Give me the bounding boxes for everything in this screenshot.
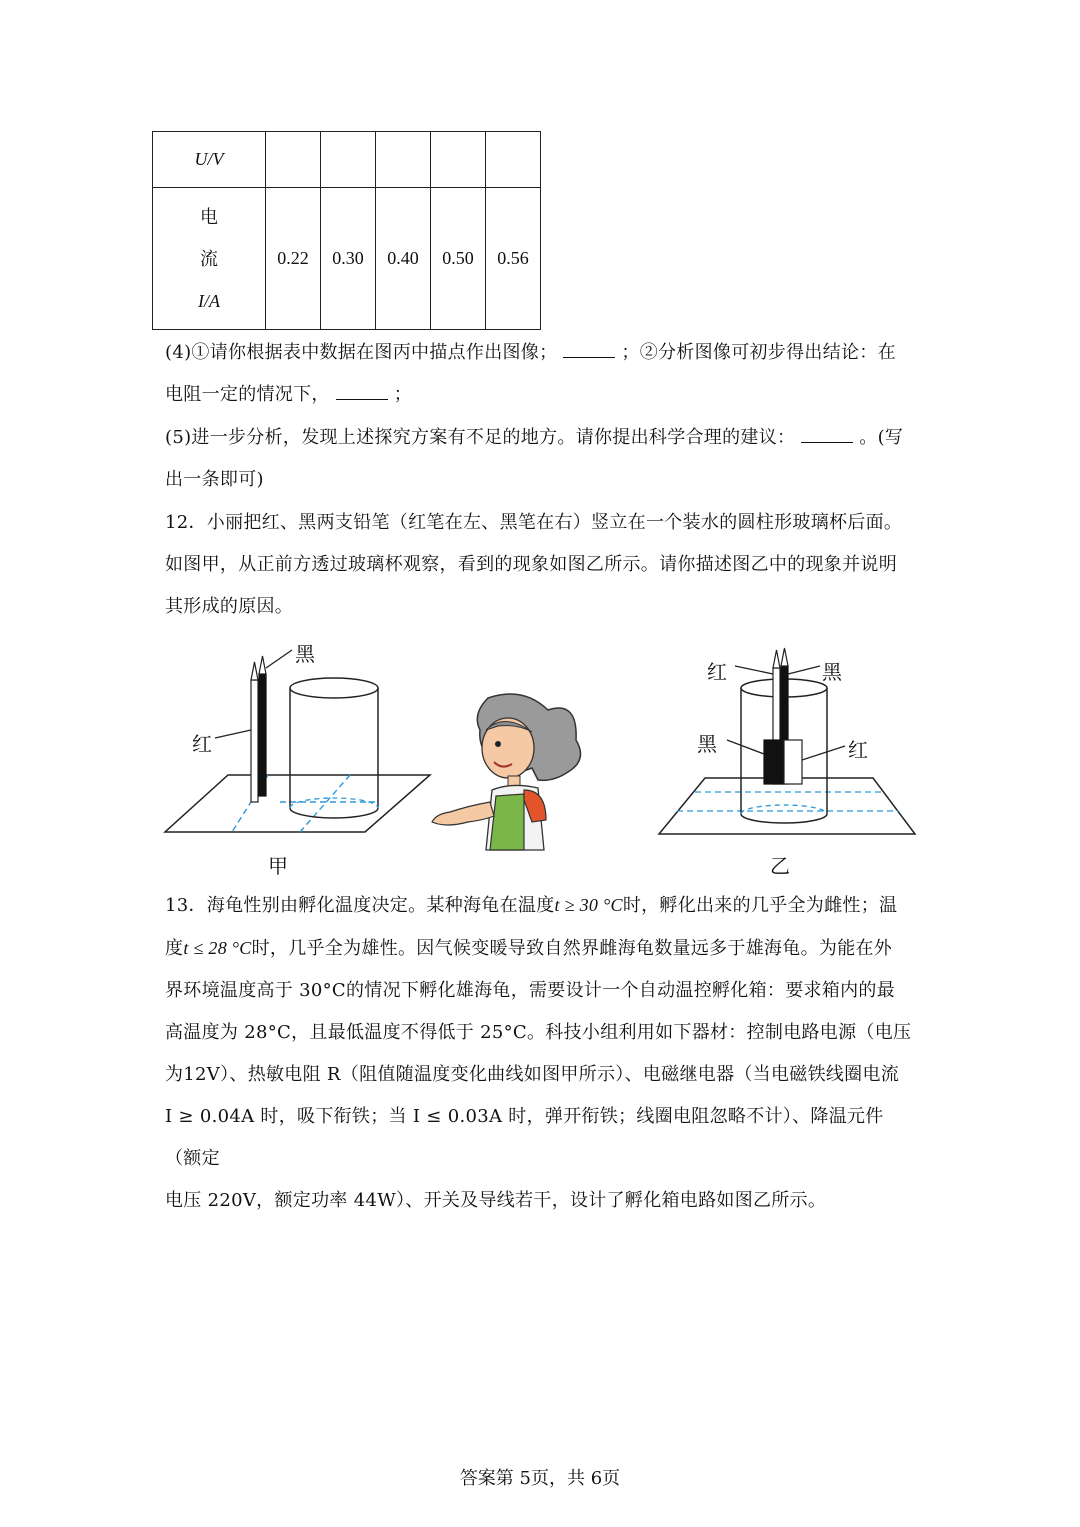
question-12 [165, 502, 920, 628]
table-cell [486, 132, 541, 188]
q12-text: 其形成的原因。 [165, 596, 294, 617]
q4-text: ；②分析图像可初步得出结论：在 [621, 342, 896, 363]
answer-blank[interactable] [801, 424, 853, 443]
q4-text: ； [393, 384, 413, 405]
q5-text: (5)进一步分析，发现上述探究方案有不足的地方。请你提出科学合理的建议： [165, 427, 796, 448]
current-unit-label: I/A [198, 290, 220, 311]
table-cell: 0.40 [376, 188, 431, 330]
table-cell [376, 132, 431, 188]
question-4 [165, 332, 920, 416]
q13-formula: t ≥ 30 °C [554, 895, 623, 915]
q5-text: 。(写 [859, 427, 904, 448]
q12-text: 12．小丽把红、黑两支铅笔（红笔在左、黑笔在右）竖立在一个装水的圆柱形玻璃杯后面。 [165, 512, 903, 533]
voltage-label: U/V [194, 149, 224, 169]
table-cell: 0.56 [486, 188, 541, 330]
table-cell: 0.50 [431, 188, 486, 330]
q13-text: 13．海龟性别由孵化温度决定。某种海龟在温度 [165, 895, 555, 916]
table-row [153, 132, 541, 188]
label-jia-red: 红 [192, 732, 212, 756]
figure-yi-label: 乙 [770, 854, 790, 878]
question-5 [165, 417, 920, 501]
q13-text: 为12V）、热敏电阻 R（阻值随温度变化曲线如图甲所示）、电磁继电器（当电磁铁线圈电流 [165, 1064, 900, 1085]
label-yi-red-mid: 红 [848, 738, 868, 762]
label-yi-black-mid: 黑 [697, 732, 717, 756]
table-cell: 0.22 [266, 188, 321, 330]
q13-text: 度 [165, 938, 184, 959]
question-13 [165, 884, 920, 1222]
q13-text: 时，几乎全为雄性。因气候变暖导致自然界雌海龟数量远多于雄海龟。为能在外 [251, 938, 893, 959]
current-label-char: 流 [200, 248, 218, 269]
q4-text: (4)①请你根据表中数据在图丙中描点作出图像； [165, 342, 558, 363]
table-cell [321, 132, 376, 188]
q13-text: 时，孵化出来的几乎全为雌性；温 [622, 895, 898, 916]
label-jia-black: 黑 [295, 642, 315, 666]
data-table [152, 131, 541, 330]
q12-text: 如图甲，从正前方透过玻璃杯观察，看到的现象如图乙所示。请你描述图乙中的现象并说明 [165, 554, 897, 575]
q13-text: 高温度为 28°C，且最低温度不得低于 25°C。科技小组利用如下器材：控制电路电源（电压 [165, 1022, 912, 1043]
q13-text: I ≥ 0.04A 时，吸下衔铁；当 I ≤ 0.03A 时，弹开衔铁；线圈电阻忽略不计）、降温元件（额定 [165, 1106, 884, 1169]
figure-jia-label: 甲 [268, 854, 288, 878]
q13-formula: t ≤ 28 °C [183, 938, 252, 958]
label-yi-black-top: 黑 [822, 660, 842, 684]
q4-text: 电阻一定的情况下， [165, 384, 330, 405]
q13-text: 界环境温度高于 30°C的情况下孵化雄海龟，需要设计一个自动温控孵化箱：要求箱内的最 [165, 980, 895, 1001]
current-label-char: 电 [200, 206, 218, 227]
table-row [153, 188, 541, 330]
girl-illustration [428, 690, 588, 865]
q5-text: 出一条即可) [165, 469, 264, 490]
answer-blank[interactable] [336, 381, 388, 400]
answer-blank[interactable] [563, 339, 615, 358]
table-cell [431, 132, 486, 188]
table-header-current [153, 188, 266, 330]
table-header-voltage [153, 132, 266, 188]
figure-yi-diagram [655, 640, 920, 840]
table-cell [266, 132, 321, 188]
label-yi-red-top: 红 [707, 660, 727, 684]
table-cell: 0.30 [321, 188, 376, 330]
page-footer: 答案第 5页，共 6页 [459, 1468, 621, 1489]
q13-text: 电压 220V，额定功率 44W）、开关及导线若干，设计了孵化箱电路如图乙所示。 [165, 1190, 827, 1211]
